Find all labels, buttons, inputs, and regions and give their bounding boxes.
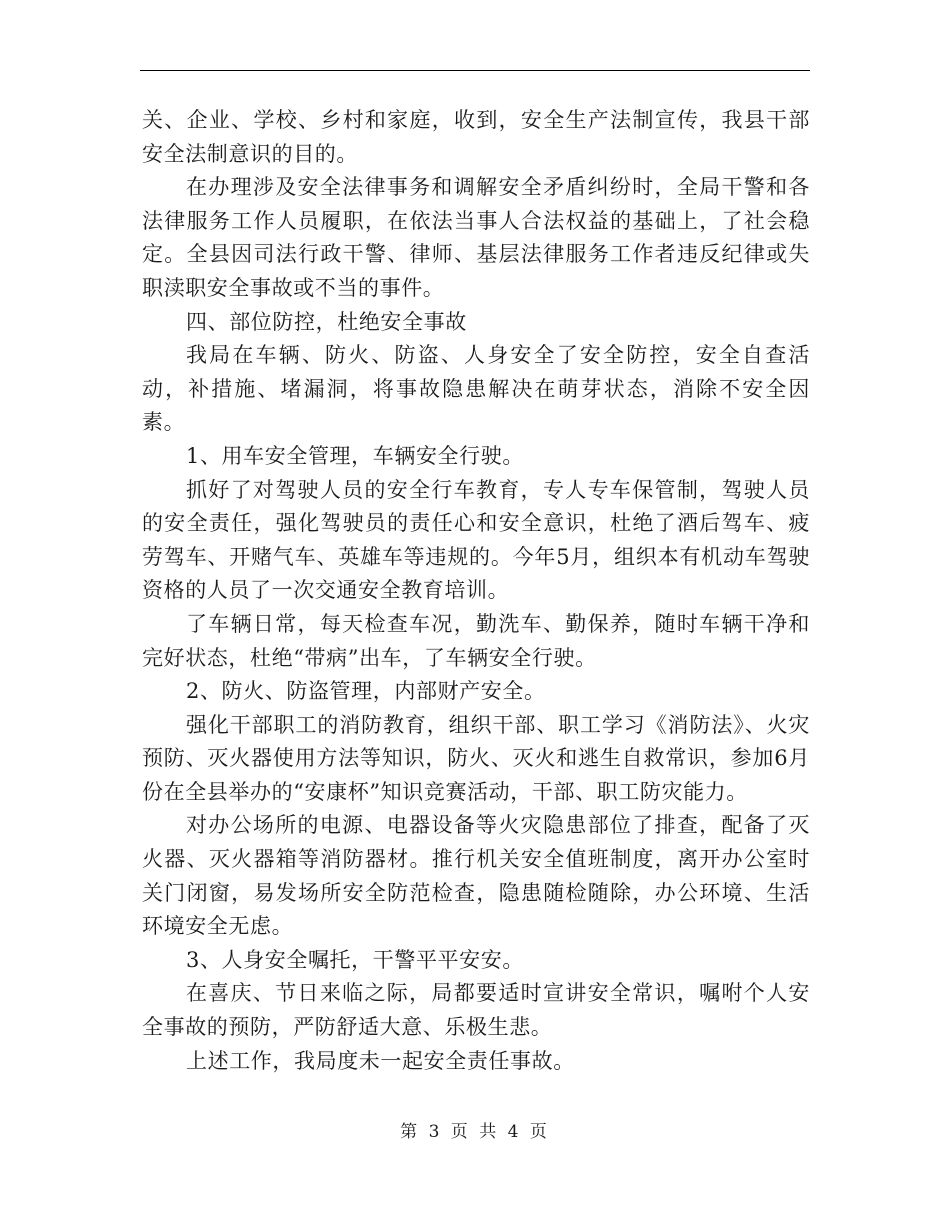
subheading-3: 3、人身安全嘱托，干警平平安安。: [186, 947, 524, 972]
paragraph-1: 关、企业、学校、乡村和家庭，收到，安全生产法制宣传，我县干部安全法制意识的目的。: [142, 108, 810, 166]
section-heading-4: 四、部位防控，杜绝安全事故: [186, 309, 467, 334]
paragraph-6: 强化干部职工的消防教育，组织干部、职工学习《消防法》、火灾预防、灭火器使用方法等知识，防火、灭火和逃生自救常识，参加6月份在全县举办的“安康杯”知识竞赛活动，干部、职工防灾能力。: [142, 712, 810, 804]
paragraph-3: 我局在车辆、防火、防盗、人身安全了安全防控，安全自查活动，补措施、堵漏洞，将事故隐患解决在萌芽状态，消除不安全因素。: [142, 343, 810, 435]
paragraph-5: 了车辆日常，每天检查车况，勤洗车、勤保养，随时车辆干净和完好状态，杜绝“带病”出车，了车辆安全行驶。: [142, 611, 810, 670]
paragraph-8: 在喜庆、节日来临之际，局都要适时宣讲安全常识，嘱咐个人安全事故的预防，严防舒适大意、乐极生悲。: [142, 981, 810, 1040]
header-rule: [140, 70, 810, 71]
subheading-2: 2、防火、防盗管理，内部财产安全。: [186, 679, 546, 704]
paragraph-9: 上述工作，我局度未一起安全责任事故。: [186, 1048, 575, 1073]
paragraph-7: 对办公场所的电源、电器设备等火灾隐患部位了排查，配备了灭火器、灭火器箱等消防器材。推行机关安全值班制度，离开办公室时关门闭窗，易发场所安全防范检查，隐患随检随除，办公环境、生活环境安全无虑。: [142, 813, 810, 939]
page-footer: 第 3 页 共 4 页: [400, 1122, 550, 1142]
document-body: [142, 104, 810, 1078]
paragraph-2: 在办理涉及安全法律事务和调解安全矛盾纠纷时，全局干警和各法律服务工作人员履职，在依法当事人合法权益的基础上，了社会稳定。全县因司法行政干警、律师、基层法律服务工作者违反纪律或失职渎职安全事故或不当的事件。: [142, 175, 810, 300]
paragraph-4: 抓好了对驾驶人员的安全行车教育，专人专车保管制，驾驶人员的安全责任，强化驾驶员的责任心和安全意识，杜绝了酒后驾车、疲劳驾车、开赌气车、英雄车等违规的。今年5月，组织本有机动车驾驶资格的人员了一次交通安全教育培训。: [142, 477, 810, 603]
subheading-1: 1、用车安全管理，车辆安全行驶。: [186, 443, 524, 468]
